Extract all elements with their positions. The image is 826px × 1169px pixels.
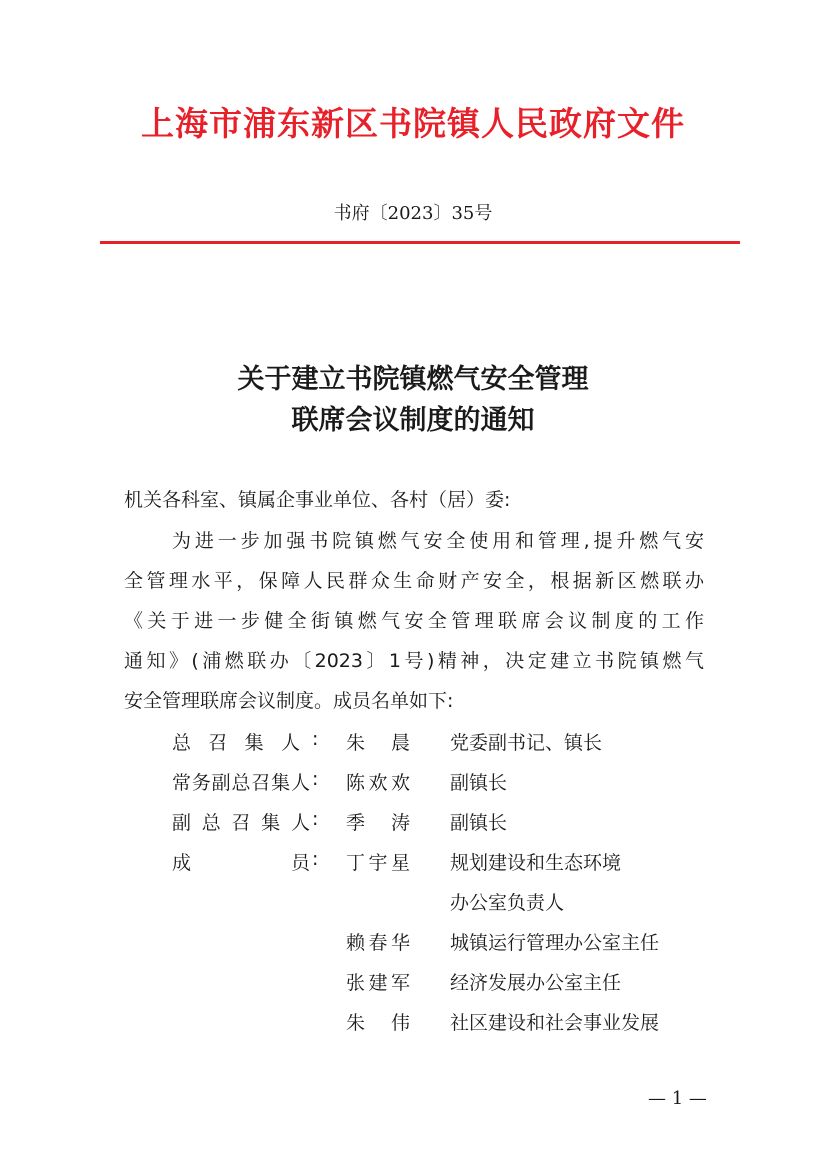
member-name: 丁宇星 <box>346 852 410 874</box>
member-name: 张建军 <box>346 972 410 994</box>
notice-title-line-2: 联席会议制度的通知 <box>291 405 535 436</box>
member-colon: : <box>312 848 319 870</box>
member-colon: : <box>312 768 319 790</box>
member-position: 经济发展办公室主任 <box>450 972 622 994</box>
member-name: 陈欢欢 <box>346 772 410 794</box>
member-name: 季涛 <box>346 812 410 834</box>
document-header-title: 上海市浦东新区书院镇人民政府文件 <box>141 104 685 143</box>
paragraph-line: 全管理水平，保障人民群众生命财产安全，根据新区燃联办 <box>124 570 704 592</box>
member-position: 社区建设和社会事业发展 <box>450 1012 660 1034</box>
document-number: 书府〔2023〕35号 <box>333 203 493 224</box>
member-role: 成员 <box>172 852 310 874</box>
paragraph-line: 安全管理联席会议制度。成员名单如下: <box>124 690 454 712</box>
member-position: 规划建设和生态环境 <box>450 852 622 874</box>
member-name: 朱晨 <box>346 732 410 754</box>
member-name: 朱伟 <box>346 1012 410 1034</box>
paragraph-line: 为进一步加强书院镇燃气安全使用和管理,提升燃气安 <box>172 530 704 552</box>
member-colon: : <box>312 728 319 750</box>
member-role: 总召集人 <box>172 732 300 754</box>
member-position: 城镇运行管理办公室主任 <box>450 932 660 954</box>
member-role: 常务副总召集人 <box>172 772 310 794</box>
member-position: 副镇长 <box>450 812 508 834</box>
member-position-continued: 办公室负责人 <box>450 892 565 914</box>
salutation: 机关各科室、镇属企事业单位、各村（居）委: <box>124 489 511 511</box>
paragraph-line: 《关于进一步健全街镇燃气安全管理联席会议制度的工作 <box>124 610 704 632</box>
member-position: 副镇长 <box>450 772 508 794</box>
member-name: 赖春华 <box>346 932 410 954</box>
member-role: 副总召集人 <box>172 812 310 834</box>
paragraph-line: 通知》(浦燃联办〔2023〕1号)精神，决定建立书院镇燃气 <box>124 650 704 672</box>
red-divider-line <box>100 241 740 244</box>
notice-title-line-1: 关于建立书院镇燃气安全管理 <box>237 364 589 395</box>
member-colon: : <box>312 808 319 830</box>
page-number: — 1 — <box>648 1088 707 1109</box>
member-position: 党委副书记、镇长 <box>450 732 603 754</box>
